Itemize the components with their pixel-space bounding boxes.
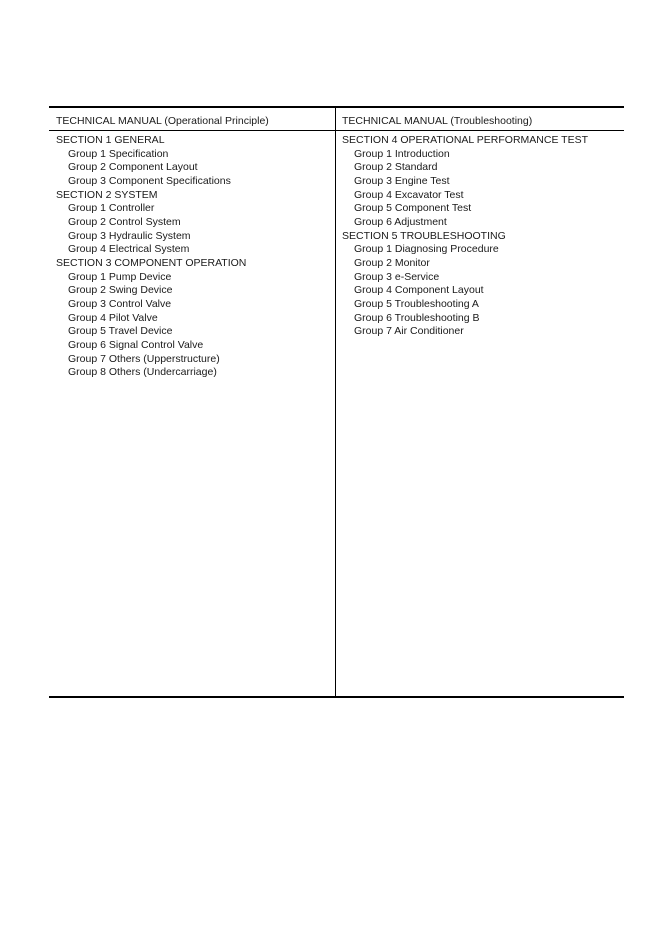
group-item: Group 4 Component Layout (354, 284, 484, 297)
group-item: Group 6 Signal Control Valve (68, 338, 204, 351)
group-item: Group 3 e-Service (354, 270, 440, 283)
group-item: Group 5 Component Test (354, 202, 472, 215)
group-item: Group 1 Controller (68, 202, 155, 215)
section-title: SECTION 4 OPERATIONAL PERFORMANCE TEST (342, 134, 589, 146)
group-item: Group 1 Diagnosing Procedure (354, 243, 499, 256)
group-item: Group 2 Component Layout (68, 161, 198, 174)
troubleshooting-column (336, 108, 624, 696)
group-item: Group 1 Pump Device (68, 270, 172, 283)
group-item: Group 3 Engine Test (354, 174, 450, 187)
section-title: SECTION 5 TROUBLESHOOTING (342, 229, 506, 242)
operational-principle-column (49, 108, 336, 696)
section-title: SECTION 2 SYSTEM (56, 188, 158, 201)
group-item: Group 6 Adjustment (354, 215, 447, 228)
group-item: Group 4 Pilot Valve (68, 311, 158, 324)
group-item: Group 3 Hydraulic System (68, 229, 191, 242)
group-item: Group 8 Others (Undercarriage) (68, 366, 217, 379)
group-item: Group 3 Component Specifications (68, 174, 231, 187)
group-item: Group 4 Excavator Test (354, 188, 464, 201)
group-item: Group 5 Troubleshooting A (354, 297, 479, 310)
group-item: Group 4 Electrical System (68, 243, 190, 256)
group-item: Group 2 Standard (354, 161, 438, 174)
section-title: SECTION 3 COMPONENT OPERATION (56, 256, 247, 269)
section-title: SECTION 1 GENERAL (56, 134, 165, 146)
group-item: Group 1 Specification (68, 147, 169, 160)
manual-contents-table (49, 106, 624, 698)
group-item: Group 2 Swing Device (68, 284, 173, 297)
group-item: Group 1 Introduction (354, 147, 450, 160)
group-item: Group 7 Air Conditioner (354, 325, 464, 338)
group-item: Group 2 Control System (68, 215, 181, 228)
operational-principle-header: TECHNICAL MANUAL (Operational Principle) (49, 108, 335, 131)
troubleshooting-header: TECHNICAL MANUAL (Troubleshooting) (336, 108, 624, 131)
troubleshooting-list (336, 131, 624, 339)
group-item: Group 5 Travel Device (68, 325, 173, 338)
group-item: Group 2 Monitor (354, 256, 430, 269)
group-item: Group 6 Troubleshooting B (354, 311, 480, 324)
group-item: Group 3 Control Valve (68, 297, 172, 310)
group-item: Group 7 Others (Upperstructure) (68, 352, 220, 365)
operational-principle-list (49, 131, 335, 380)
